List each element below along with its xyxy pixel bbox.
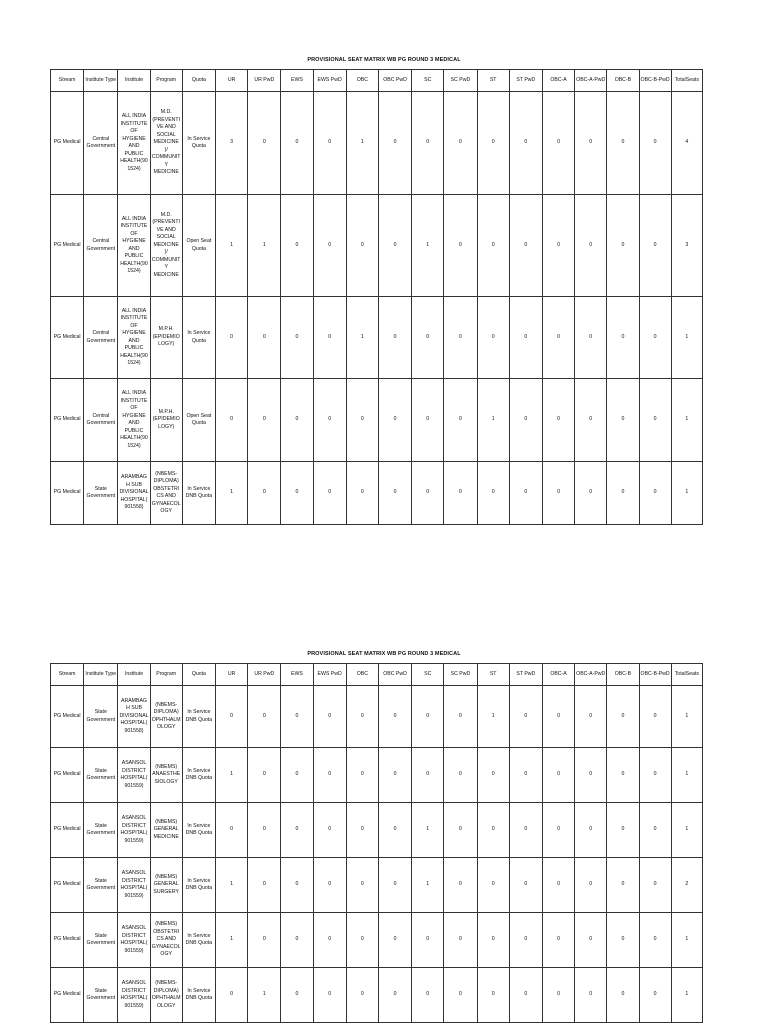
column-header: OBC-B <box>607 664 639 686</box>
table-cell: 0 <box>215 686 247 748</box>
table-cell: 0 <box>378 748 411 803</box>
table-cell: 1 <box>215 195 247 297</box>
table-cell: 0 <box>509 462 542 525</box>
table-cell: M.D. (PREVENTIVE AND SOCIAL MEDICINE )/ COMMUNITY MEDICINE <box>150 92 182 195</box>
column-header: Quota <box>182 70 215 92</box>
column-header: ST <box>477 70 509 92</box>
table-cell: 0 <box>575 297 607 379</box>
table-cell: 0 <box>248 913 281 968</box>
table-cell: Central Government <box>84 297 118 379</box>
table-cell: 0 <box>542 913 574 968</box>
table-cell: 0 <box>281 913 313 968</box>
table-cell: 0 <box>575 748 607 803</box>
table-cell: (NBEMS) GENERAL SURGERY <box>150 858 182 913</box>
column-header: OBC-B-PwD <box>639 664 671 686</box>
table-cell: 0 <box>313 913 346 968</box>
column-header: Stream <box>51 70 84 92</box>
table-cell: 0 <box>542 297 574 379</box>
table-cell: 0 <box>248 858 281 913</box>
table-cell: 0 <box>607 913 639 968</box>
table-cell: 0 <box>639 379 671 462</box>
table-cell: 1 <box>248 968 281 1023</box>
table-cell: 1 <box>477 686 509 748</box>
table-row <box>51 858 703 913</box>
table-cell: 0 <box>281 968 313 1023</box>
table-cell: 0 <box>378 195 411 297</box>
table-row <box>51 686 703 748</box>
table-cell: M.D. (PREVENTIVE AND SOCIAL MEDICINE )/ COMMUNITY MEDICINE <box>150 195 182 297</box>
table-cell: ALL INDIA INSTITUTE OF HYGIENE AND PUBLIC HEALTH(901524) <box>118 92 150 195</box>
table-cell: 0 <box>639 968 671 1023</box>
table-cell: 0 <box>215 379 247 462</box>
table-cell: 3 <box>215 92 247 195</box>
table-cell: 0 <box>444 92 477 195</box>
table-cell: 0 <box>378 379 411 462</box>
table-cell: 0 <box>607 297 639 379</box>
column-header: TotalSeats <box>671 664 702 686</box>
table-cell: ALL INDIA INSTITUTE OF HYGIENE AND PUBLIC HEALTH(901524) <box>118 379 150 462</box>
table-cell: 0 <box>542 92 574 195</box>
table-cell: 0 <box>412 968 444 1023</box>
table-cell: (NBEMS-DIPLOMA) OPHTHALMOLOGY <box>150 968 182 1023</box>
table-cell: 0 <box>248 748 281 803</box>
table-cell: 0 <box>444 297 477 379</box>
table-cell: 0 <box>542 858 574 913</box>
column-header: OBC-A-PwD <box>575 70 607 92</box>
column-header: UR PwD <box>248 664 281 686</box>
table-cell: 0 <box>607 858 639 913</box>
column-header: EWS PwD <box>313 664 346 686</box>
seat-matrix-table <box>50 69 703 525</box>
column-header: OBC <box>346 70 378 92</box>
table-cell: 0 <box>313 379 346 462</box>
table-cell: PG Medical <box>51 92 84 195</box>
table-cell: PG Medical <box>51 297 84 379</box>
column-header: Stream <box>51 664 84 686</box>
table-cell: 0 <box>248 92 281 195</box>
table-cell: 0 <box>639 297 671 379</box>
column-header: OBC PwD <box>378 664 411 686</box>
table-cell: 0 <box>215 297 247 379</box>
column-header: SC PwD <box>444 664 477 686</box>
table-cell: 4 <box>671 92 702 195</box>
column-header: Institute <box>118 664 150 686</box>
header-row <box>51 70 703 92</box>
table-cell: 0 <box>575 968 607 1023</box>
table-cell: 0 <box>509 195 542 297</box>
column-header: OBC PwD <box>378 70 411 92</box>
table-cell: 1 <box>412 195 444 297</box>
table-cell: 0 <box>313 686 346 748</box>
table-cell: ALL INDIA INSTITUTE OF HYGIENE AND PUBLIC HEALTH(901524) <box>118 297 150 379</box>
table-row <box>51 913 703 968</box>
table-row <box>51 748 703 803</box>
table-cell: ARAMBAGH SUB DIVISIONAL HOSPITAL(901558) <box>118 462 150 525</box>
table-cell: 0 <box>477 803 509 858</box>
table-cell: 1 <box>346 297 378 379</box>
table-cell: 0 <box>412 913 444 968</box>
table-cell: ASANSOL DISTRICT HOSPITAL(901559) <box>118 858 150 913</box>
table-cell: 0 <box>607 195 639 297</box>
column-header: SC <box>412 70 444 92</box>
table-cell: 1 <box>412 858 444 913</box>
table-cell: 0 <box>509 748 542 803</box>
table-cell: PG Medical <box>51 462 84 525</box>
table-cell: 0 <box>346 748 378 803</box>
table-cell: 0 <box>378 858 411 913</box>
table-cell: 0 <box>509 686 542 748</box>
table-cell: Central Government <box>84 379 118 462</box>
table-cell: ARAMBAGH SUB DIVISIONAL HOSPITAL(901558) <box>118 686 150 748</box>
table-cell: PG Medical <box>51 195 84 297</box>
column-header: ST PwD <box>509 70 542 92</box>
table-cell: 0 <box>509 92 542 195</box>
table-cell: In Service DNB Quota <box>182 686 215 748</box>
table-cell: 0 <box>444 379 477 462</box>
table-cell: 0 <box>313 803 346 858</box>
table-cell: 0 <box>477 748 509 803</box>
table-cell: 0 <box>281 748 313 803</box>
page-title: PROVISIONAL SEAT MATRIX WB PG ROUND 3 MEDICAL <box>307 57 461 63</box>
table-row <box>51 195 703 297</box>
table-cell: 3 <box>671 195 702 297</box>
column-header: OBC-A-PwD <box>575 664 607 686</box>
table-cell: PG Medical <box>51 686 84 748</box>
table-cell: 0 <box>281 803 313 858</box>
table-cell: 0 <box>509 858 542 913</box>
table-cell: (NBEMS) ANAESTHESIOLOGY <box>150 748 182 803</box>
table-cell: 0 <box>248 462 281 525</box>
table-row <box>51 92 703 195</box>
table-cell: 1 <box>671 748 702 803</box>
table-cell: ASANSOL DISTRICT HOSPITAL(901559) <box>118 913 150 968</box>
table-cell: PG Medical <box>51 379 84 462</box>
table-cell: State Government <box>84 803 118 858</box>
table-cell: 0 <box>639 748 671 803</box>
table-cell: 0 <box>248 803 281 858</box>
table-cell: 0 <box>575 686 607 748</box>
table-cell: 1 <box>671 462 702 525</box>
table-cell: 0 <box>542 379 574 462</box>
table-cell: (NBEMS-DIPLOMA) OPHTHALMOLOGY <box>150 686 182 748</box>
table-cell: 0 <box>509 379 542 462</box>
table-cell: 0 <box>346 913 378 968</box>
table-row <box>51 968 703 1023</box>
table-cell: 1 <box>346 92 378 195</box>
table-cell: 1 <box>671 803 702 858</box>
table-cell: 0 <box>346 462 378 525</box>
table-cell: 0 <box>639 803 671 858</box>
column-header: EWS <box>281 664 313 686</box>
table-cell: In Service DNB Quota <box>182 462 215 525</box>
table-cell: Open Seat Quota <box>182 195 215 297</box>
header-row <box>51 664 703 686</box>
table-cell: 0 <box>509 913 542 968</box>
table-cell: 0 <box>215 803 247 858</box>
table-cell: 0 <box>639 686 671 748</box>
table-cell: 0 <box>607 968 639 1023</box>
table-cell: 0 <box>281 858 313 913</box>
column-header: Program <box>150 664 182 686</box>
table-cell: 1 <box>671 913 702 968</box>
table-cell: 0 <box>575 379 607 462</box>
column-header: OBC-B <box>607 70 639 92</box>
table-cell: 1 <box>477 379 509 462</box>
table-cell: PG Medical <box>51 913 84 968</box>
table-cell: 0 <box>444 462 477 525</box>
table-cell: 0 <box>313 968 346 1023</box>
table-cell: 0 <box>607 686 639 748</box>
column-header: TotalSeats <box>671 70 702 92</box>
table-cell: Central Government <box>84 92 118 195</box>
column-header: ST PwD <box>509 664 542 686</box>
table-cell: 0 <box>607 748 639 803</box>
table-cell: 0 <box>444 195 477 297</box>
table-cell: 0 <box>444 913 477 968</box>
table-row <box>51 803 703 858</box>
table-cell: 0 <box>575 462 607 525</box>
table-cell: 0 <box>412 379 444 462</box>
table-cell: 0 <box>639 462 671 525</box>
table-row <box>51 379 703 462</box>
table-cell: 0 <box>444 748 477 803</box>
table-cell: 0 <box>281 195 313 297</box>
table-cell: 0 <box>444 686 477 748</box>
table-cell: State Government <box>84 858 118 913</box>
table-cell: Central Government <box>84 195 118 297</box>
table-cell: In Service DNB Quota <box>182 913 215 968</box>
table-cell: 0 <box>607 379 639 462</box>
table-cell: 0 <box>509 968 542 1023</box>
table-cell: ASANSOL DISTRICT HOSPITAL(901559) <box>118 748 150 803</box>
table-cell: State Government <box>84 686 118 748</box>
table-cell: 0 <box>575 803 607 858</box>
table-cell: In Service Quota <box>182 92 215 195</box>
table-cell: 2 <box>671 858 702 913</box>
table-cell: 0 <box>509 803 542 858</box>
table-cell: 0 <box>313 748 346 803</box>
table-cell: 0 <box>346 195 378 297</box>
table-cell: 0 <box>313 462 346 525</box>
table-cell: 1 <box>671 968 702 1023</box>
column-header: OBC-A <box>542 70 574 92</box>
table-cell: 1 <box>671 379 702 462</box>
table-cell: 1 <box>215 462 247 525</box>
table-cell: 1 <box>215 913 247 968</box>
table-cell: In Service DNB Quota <box>182 968 215 1023</box>
column-header: SC <box>412 664 444 686</box>
column-header: UR PwD <box>248 70 281 92</box>
table-cell: 0 <box>639 913 671 968</box>
table-cell: 0 <box>542 195 574 297</box>
table-cell: PG Medical <box>51 858 84 913</box>
table-cell: 0 <box>542 462 574 525</box>
table-cell: State Government <box>84 968 118 1023</box>
table-cell: 0 <box>542 968 574 1023</box>
table-cell: 0 <box>477 913 509 968</box>
table-cell: 1 <box>671 686 702 748</box>
seat-matrix-table <box>50 663 703 1023</box>
table-cell: 0 <box>281 462 313 525</box>
table-cell: 0 <box>575 92 607 195</box>
column-header: ST <box>477 664 509 686</box>
table-cell: 0 <box>639 195 671 297</box>
table-cell: State Government <box>84 748 118 803</box>
table-cell: 0 <box>281 297 313 379</box>
table-cell: 0 <box>313 297 346 379</box>
table-cell: 0 <box>444 858 477 913</box>
table-cell: ASANSOL DISTRICT HOSPITAL(901559) <box>118 803 150 858</box>
table-cell: (NBEMS) GENERAL MEDICINE <box>150 803 182 858</box>
column-header: OBC <box>346 664 378 686</box>
table-cell: 0 <box>542 748 574 803</box>
table-cell: PG Medical <box>51 968 84 1023</box>
table-cell: 1 <box>215 858 247 913</box>
column-header: OBC-A <box>542 664 574 686</box>
table-cell: 0 <box>542 803 574 858</box>
table-cell: 0 <box>542 686 574 748</box>
table-cell: ASANSOL DISTRICT HOSPITAL(901559) <box>118 968 150 1023</box>
table-cell: 0 <box>575 858 607 913</box>
table-cell: 0 <box>248 686 281 748</box>
table-cell: 0 <box>248 297 281 379</box>
table-cell: 0 <box>444 968 477 1023</box>
table-cell: 0 <box>313 195 346 297</box>
table-cell: 0 <box>248 379 281 462</box>
table-cell: 0 <box>378 686 411 748</box>
table-cell: 0 <box>607 803 639 858</box>
column-header: SC PwD <box>444 70 477 92</box>
column-header: Program <box>150 70 182 92</box>
table-cell: 1 <box>248 195 281 297</box>
table-cell: 0 <box>378 297 411 379</box>
table-cell: State Government <box>84 462 118 525</box>
table-cell: 0 <box>607 462 639 525</box>
column-header: Institute Type <box>84 664 118 686</box>
table-cell: 0 <box>412 686 444 748</box>
column-header: UR <box>215 664 247 686</box>
table-cell: 0 <box>346 379 378 462</box>
table-cell: (NBEMS) OBSTETRICS AND GYNAECOLOGY <box>150 913 182 968</box>
table-cell: 0 <box>412 297 444 379</box>
table-cell: 0 <box>477 92 509 195</box>
table-cell: 0 <box>477 968 509 1023</box>
table-cell: In Service DNB Quota <box>182 748 215 803</box>
table-cell: In Service Quota <box>182 297 215 379</box>
table-cell: 0 <box>346 686 378 748</box>
table-cell: 0 <box>477 462 509 525</box>
column-header: Quota <box>182 664 215 686</box>
column-header: UR <box>215 70 247 92</box>
table-cell: 0 <box>509 297 542 379</box>
column-header: Institute <box>118 70 150 92</box>
table-cell: 0 <box>412 748 444 803</box>
column-header: Institute Type <box>84 70 118 92</box>
table-cell: 0 <box>281 379 313 462</box>
table-cell: M.P.H. (EPIDEMIOLOGY) <box>150 297 182 379</box>
table-cell: (NBEMS-DIPLOMA) OBSTETRICS AND GYNAECOLOGY <box>150 462 182 525</box>
table-cell: 0 <box>412 92 444 195</box>
table-cell: 0 <box>477 858 509 913</box>
table-cell: 0 <box>346 858 378 913</box>
table-cell: 0 <box>378 913 411 968</box>
table-cell: 0 <box>477 195 509 297</box>
table-cell: In Service DNB Quota <box>182 803 215 858</box>
table-cell: 0 <box>313 92 346 195</box>
table-cell: 0 <box>378 92 411 195</box>
table-cell: 0 <box>378 462 411 525</box>
table-cell: 0 <box>575 913 607 968</box>
table-cell: 1 <box>671 297 702 379</box>
table-cell: 0 <box>281 92 313 195</box>
column-header: OBC-B-PwD <box>639 70 671 92</box>
table-cell: 0 <box>412 462 444 525</box>
table-cell: 0 <box>281 686 313 748</box>
table-cell: M.P.H. (EPIDEMIOLOGY) <box>150 379 182 462</box>
table-cell: 0 <box>639 858 671 913</box>
page-title: PROVISIONAL SEAT MATRIX WB PG ROUND 3 MEDICAL <box>307 651 461 657</box>
table-cell: 0 <box>477 297 509 379</box>
table-cell: 0 <box>444 803 477 858</box>
table-cell: 0 <box>378 803 411 858</box>
table-cell: PG Medical <box>51 803 84 858</box>
table-cell: 0 <box>607 92 639 195</box>
table-cell: PG Medical <box>51 748 84 803</box>
table-cell: 0 <box>639 92 671 195</box>
table-cell: 0 <box>346 803 378 858</box>
table-cell: 0 <box>215 968 247 1023</box>
column-header: EWS <box>281 70 313 92</box>
table-row <box>51 297 703 379</box>
table-cell: 0 <box>346 968 378 1023</box>
table-cell: 0 <box>575 195 607 297</box>
table-cell: In Service DNB Quota <box>182 858 215 913</box>
table-cell: 1 <box>412 803 444 858</box>
table-cell: Open Seat Quota <box>182 379 215 462</box>
table-cell: State Government <box>84 913 118 968</box>
table-cell: ALL INDIA INSTITUTE OF HYGIENE AND PUBLIC HEALTH(901524) <box>118 195 150 297</box>
table-cell: 1 <box>215 748 247 803</box>
table-row <box>51 462 703 525</box>
column-header: EWS PwD <box>313 70 346 92</box>
table-cell: 0 <box>313 858 346 913</box>
table-cell: 0 <box>378 968 411 1023</box>
